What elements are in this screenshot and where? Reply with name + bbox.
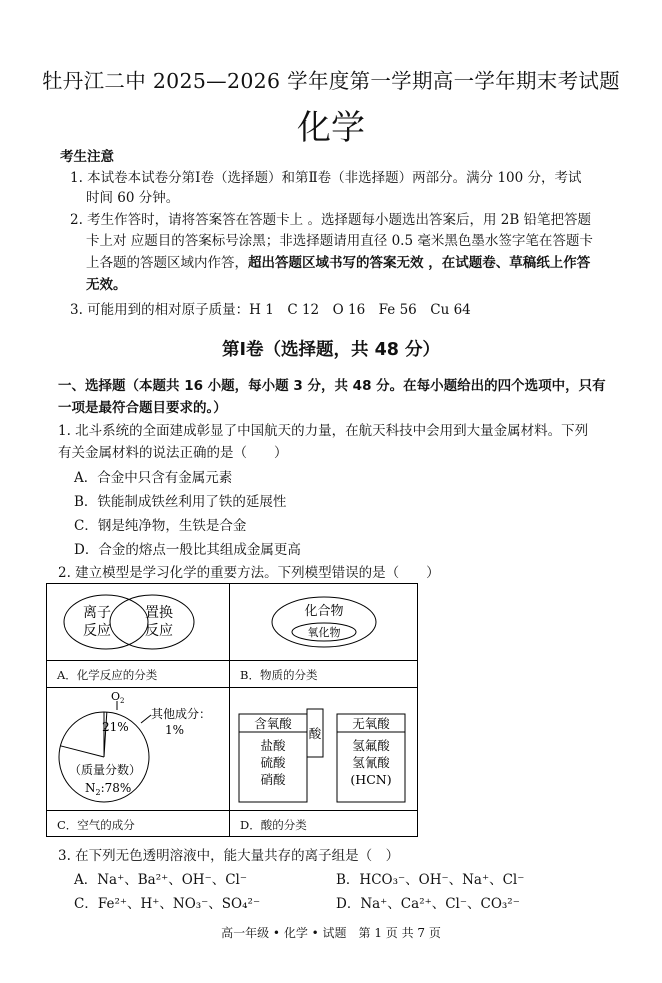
q3-option-b: B．HCO₃⁻、OH⁻、Na⁺、Cl⁻ xyxy=(336,872,525,888)
notice-heading: 考生注意 xyxy=(60,149,114,165)
q2-model-grid xyxy=(46,583,418,837)
other-leader-line xyxy=(141,715,151,723)
caption-b: B．物质的分类 xyxy=(240,668,318,682)
q1-option-c: C．钢是纯净物，生铁是合金 xyxy=(74,518,247,534)
section-1-title: 第Ⅰ卷（选择题，共 48 分） xyxy=(221,340,441,360)
caption-c: C．空气的成分 xyxy=(57,818,135,832)
non-oxyacid-item-3: (HCN) xyxy=(350,772,392,787)
nesting-diagram xyxy=(230,584,417,660)
q1-option-b: B．铁能制成铁丝利用了铁的延展性 xyxy=(74,494,287,510)
q1-option-d: D．合金的熔点一般比其组成金属更高 xyxy=(74,542,301,558)
non-oxyacid-item-1: 氢氟酸 xyxy=(352,738,390,753)
q3-option-a: A．Na⁺、Ba²⁺、OH⁻、Cl⁻ xyxy=(74,872,247,888)
other-percent-label: 1% xyxy=(165,723,185,737)
grid-divider-1 xyxy=(47,660,417,661)
outer-label: 化合物 xyxy=(304,604,344,619)
q2-stem: 2. 建立模型是学习化学的重要方法。下列模型错误的是（ ） xyxy=(58,565,440,581)
grid-divider-3 xyxy=(47,810,417,811)
exam-title: 牡丹江二中 2025—2026 学年度第一学期高一学年期末考试题 xyxy=(42,69,620,93)
q1-stem-line-2: 有关金属材料的说法正确的是（ ） xyxy=(58,445,288,461)
notice-item-2-line-3 xyxy=(86,251,590,271)
caption-d: D．酸的分类 xyxy=(240,818,307,832)
oxyacid-title: 含氧酸 xyxy=(254,716,292,731)
air-pie-chart xyxy=(47,688,229,810)
oxyacid-item-2: 硫酸 xyxy=(260,755,286,770)
acid-label: 酸 xyxy=(308,726,322,741)
o2-percent-label: 21% xyxy=(102,720,129,734)
notice-item-2-line-4: 无效。 xyxy=(86,277,127,293)
venn-right-label-2: 反应 xyxy=(145,623,173,639)
oxyacid-item-3: 硝酸 xyxy=(260,772,286,787)
venn-left-label-1: 离子 xyxy=(83,605,111,621)
notice-item-2-line-1: 2. 考生作答时，请将答案答在答题卡上 。选择题每小题选出答案后，用 2B 铅笔把答题 xyxy=(70,212,592,228)
section-1-instruction-line-1: 一、选择题（本题共 16 小题，每小题 3 分，共 48 分。在每小题给出的四个选项中，只有 xyxy=(58,378,606,394)
acid-classification-diagram xyxy=(230,688,417,810)
page-footer: 高一年级 • 化学 • 试题 第 1 页 共 7 页 xyxy=(221,926,441,940)
notice-item-2-line-3-b: 超出答题区域书写的答案无效 ，在试题卷、草稿纸上作答 xyxy=(248,255,591,271)
q1-option-a: A．合金中只含有金属元素 xyxy=(74,470,233,486)
q3-stem: 3. 在下列无色透明溶液中，能大量共存的离子组是（ ） xyxy=(58,848,400,864)
venn-diagram xyxy=(47,584,229,660)
venn-right-label-1: 置换 xyxy=(145,605,173,621)
non-oxyacid-title: 无氧酸 xyxy=(352,716,390,731)
mass-fraction-label: （质量分数） xyxy=(69,763,142,777)
oxyacid-item-1: 盐酸 xyxy=(260,738,286,753)
other-label: 其他成分： xyxy=(151,707,212,721)
o2-label: $O_2$ xyxy=(111,690,125,705)
q3-option-c: C．Fe²⁺、H⁺、NO₃⁻、SO₄²⁻ xyxy=(74,896,261,912)
subject-title: 化学 xyxy=(297,108,365,148)
notice-item-3: 3. 可能用到的相对原子质量：H 1 C 12 O 16 Fe 56 Cu 64 xyxy=(70,302,471,318)
section-1-instruction-line-2: 一项是最符合题目要求的。） xyxy=(58,400,227,416)
venn-circle-right xyxy=(110,595,194,649)
venn-left-label-2: 反应 xyxy=(83,623,111,639)
notice-item-2-line-3-a: 上各题的答题区域内作答， xyxy=(86,255,248,271)
caption-a: A．化学反应的分类 xyxy=(57,668,158,682)
notice-item-2-line-2: 卡上对 应题目的答案标号涂黑；非选择题请用直径 0.5 毫米黑色墨水签字笔在答题卡 xyxy=(86,233,593,249)
notice-item-1-line-1: 1. 本试卷本试卷分第Ⅰ卷（选择题）和第Ⅱ卷（非选择题）两部分。满分 100 分，考试 xyxy=(70,170,582,186)
q3-option-d: D．Na⁺、Ca²⁺、Cl⁻、CO₃²⁻ xyxy=(336,896,520,912)
q1-stem-line-1: 1. 北斗系统的全面建成彰显了中国航天的力量，在航天科技中会用到大量金属材料。下列 xyxy=(58,423,589,439)
inner-label: 氧化物 xyxy=(307,626,341,639)
notice-item-1-line-2: 时间 60 分钟。 xyxy=(86,190,180,206)
n2-label: $N_2:78\%$ xyxy=(85,781,132,797)
pie-slice-boundary-n2 xyxy=(60,746,104,757)
venn-circle-left xyxy=(64,595,148,649)
non-oxyacid-item-2: 氢氰酸 xyxy=(352,755,390,770)
